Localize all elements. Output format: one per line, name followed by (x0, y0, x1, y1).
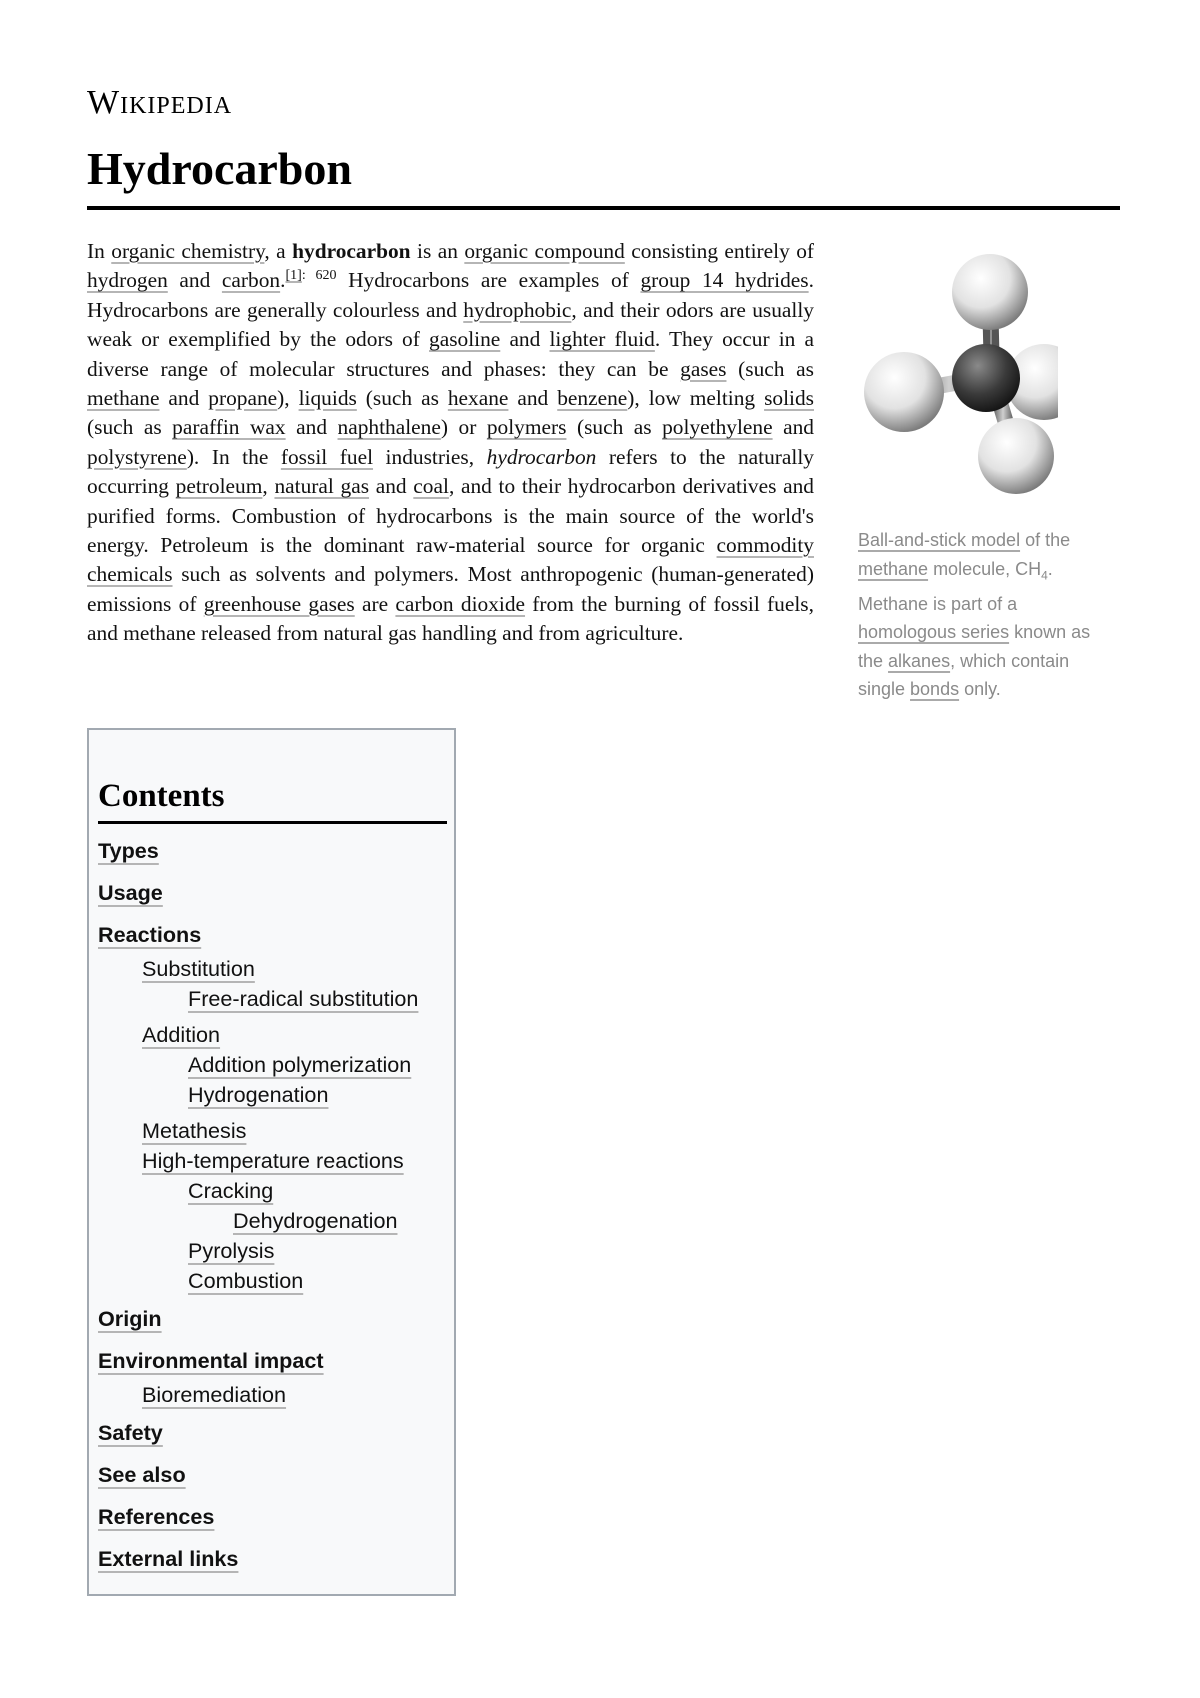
toc-item-dehydrogenation[interactable] (98, 1206, 447, 1236)
link-commodity-chemicals[interactable]: commodity chemicals (87, 533, 814, 587)
toc-item-label: Hydrogenation (188, 1082, 329, 1107)
text-run: , and to their hydrocarbon derivatives and purified forms. Combustion of hydrocarbons is the main source of the world's energy. Petroleum is the dominant raw-material source for organic (87, 474, 814, 558)
link-hydrogen[interactable]: hydrogen (87, 268, 168, 293)
link-polymers[interactable]: polymers (486, 415, 567, 440)
superscript (285, 268, 301, 283)
text-run: and (500, 327, 550, 352)
text-run: of the (1020, 530, 1071, 550)
text-run: refers to the naturally occurring (87, 444, 814, 499)
link-polystyrene[interactable]: polystyrene (87, 444, 187, 469)
toc-item-label: Reactions (98, 922, 202, 947)
text-run: , and their odors are usually weak or exemplified by the odors of (87, 297, 814, 352)
toc-item-label: Bioremediation (142, 1382, 287, 1407)
link-paraffin-wax[interactable]: paraffin wax (172, 415, 286, 440)
toc-item-cracking[interactable] (98, 1176, 447, 1206)
toc-item-metathesis[interactable] (98, 1116, 447, 1146)
text-run: from the burning of fossil fuels, and methane released from natural gas handling and from agriculture. (87, 591, 814, 646)
toc-item-pyrolysis[interactable] (98, 1236, 447, 1266)
toc-divider (98, 821, 447, 824)
link-gasoline[interactable]: gasoline (429, 327, 501, 352)
wikipedia-wordmark[interactable]: Wikipedia (87, 84, 233, 121)
text-run: only. (959, 679, 1001, 700)
text-run: is an (410, 239, 465, 263)
toc-item-substitution[interactable] (98, 954, 447, 984)
text-run: molecule, CH (928, 558, 1042, 579)
link-coal[interactable]: coal (413, 474, 449, 499)
toc-item-label: High-temperature reactions (142, 1148, 404, 1173)
toc-item-label: Metathesis (142, 1118, 247, 1143)
toc-item-label: Combustion (188, 1268, 304, 1293)
page-title: Hydrocarbon (87, 143, 352, 194)
link-methane[interactable]: methane (858, 558, 929, 579)
superscript (302, 268, 337, 283)
link-1[interactable]: [1] (285, 268, 302, 284)
toc-item-label: Safety (98, 1420, 163, 1445)
toc-item-label: Usage (98, 880, 163, 905)
toc-item-label: Pyrolysis (188, 1238, 275, 1263)
text-run: and (369, 474, 414, 499)
title-divider (87, 206, 1120, 210)
subscript (1041, 568, 1048, 582)
text-run: ). In the (186, 444, 281, 469)
text-run: , a (264, 239, 293, 263)
toc-item-label: See also (98, 1462, 186, 1487)
table-of-contents (87, 728, 456, 1596)
text-run: (such as (726, 356, 814, 381)
link-solids[interactable]: solids (764, 386, 814, 411)
text-run: . Hydrocarbons are generally colourless and (87, 268, 814, 322)
text-run: (such as (566, 415, 663, 440)
link-organic-chemistry[interactable]: organic chemistry (111, 239, 265, 263)
toc-title: Contents (98, 778, 225, 814)
text-run: (such as (356, 386, 448, 411)
toc-item-label: References (98, 1504, 215, 1529)
text-run: , which contain single (858, 650, 1070, 700)
toc-item-high-temperature-reactions[interactable] (98, 1146, 447, 1176)
link-naphthalene[interactable]: naphthalene (337, 415, 441, 440)
toc-item-external-links[interactable] (98, 1540, 447, 1578)
toc-item-origin[interactable] (98, 1300, 447, 1338)
text-run: consisting entirely of (624, 239, 815, 263)
toc-item-reactions[interactable] (98, 916, 447, 954)
toc-item-label: Origin (98, 1306, 162, 1331)
text-run: and (508, 386, 558, 411)
toc-item-hydrogenation[interactable] (98, 1080, 447, 1110)
text-run: ), (277, 386, 299, 411)
toc-item-types[interactable] (98, 832, 447, 870)
bold-term: hydrocarbon (292, 239, 411, 263)
text-run: and (285, 415, 338, 440)
italic-term: hydrocarbon (486, 444, 597, 469)
toc-item-label: Types (98, 838, 159, 863)
toc-item-bioremediation[interactable] (98, 1380, 447, 1410)
link-liquids[interactable]: liquids (298, 386, 357, 411)
text-run: and (772, 415, 814, 440)
lead-paragraph (87, 237, 814, 649)
toc-item-environmental-impact[interactable] (98, 1342, 447, 1380)
link-methane[interactable]: methane (87, 386, 160, 411)
text-run: . They occur in a diverse range of molecular structures and phases: they can be (87, 327, 814, 381)
link-hydrophobic[interactable]: hydrophobic (463, 297, 572, 322)
text-run: . Methane is part of a (858, 558, 1053, 614)
link-gases[interactable]: gases (680, 356, 727, 381)
toc-item-label: Substitution (142, 956, 255, 981)
link-natural-gas[interactable]: natural gas (274, 474, 370, 499)
link-ball-and-stick-model[interactable]: Ball-and-stick model (858, 530, 1021, 550)
text-run: (such as (87, 415, 173, 440)
toc-item-usage[interactable] (98, 874, 447, 912)
toc-item-free-radical-substitution[interactable] (98, 984, 447, 1014)
text-run: and (159, 386, 209, 411)
link-lighter-fluid[interactable]: lighter fluid (549, 327, 655, 352)
toc-item-label: Dehydrogenation (233, 1208, 398, 1233)
text-run: industries, (373, 444, 487, 469)
text-run: ), low melting (627, 386, 765, 411)
text-run: ) or (440, 415, 487, 440)
text-run: : 620 (301, 268, 337, 284)
hydrogen-atom-left (864, 352, 944, 432)
link-hexane[interactable]: hexane (447, 386, 509, 411)
link-bonds[interactable]: bonds (910, 679, 960, 700)
figure-caption (858, 526, 1120, 704)
carbon-atom (952, 344, 1020, 412)
methane-ball-and-stick-image[interactable] (858, 250, 1058, 510)
toc-item-addition[interactable] (98, 1020, 447, 1050)
text-run: known as the (858, 622, 1091, 671)
hydrogen-atom-top (952, 254, 1028, 330)
text-run: and (167, 268, 222, 293)
toc-item-label: Cracking (188, 1178, 274, 1203)
text-run: are (354, 591, 396, 616)
text-run: . (280, 268, 286, 293)
toc-item-safety[interactable] (98, 1414, 447, 1452)
infobox-figure (858, 250, 1120, 704)
toc-item-combustion[interactable] (98, 1266, 447, 1296)
link-polyethylene[interactable]: polyethylene (662, 415, 773, 440)
link-organic-compound[interactable]: organic compound (464, 239, 625, 263)
toc-item-label: Addition (142, 1022, 221, 1047)
link-fossil-fuel[interactable]: fossil fuel (280, 444, 374, 469)
toc-item-see-also[interactable] (98, 1456, 447, 1494)
text-run: In (87, 239, 112, 263)
toc-item-addition-polymerization[interactable] (98, 1050, 447, 1080)
link-benzene[interactable]: benzene (557, 386, 628, 411)
toc-list (98, 832, 447, 1578)
link-propane[interactable]: propane (208, 386, 278, 411)
text-run: such as solvents and polymers. Most anthropogenic (human-generated) emissions of (87, 562, 814, 616)
link-alkanes[interactable]: alkanes (888, 650, 951, 671)
link-carbon[interactable]: carbon (221, 268, 281, 293)
toc-item-label: External links (98, 1546, 239, 1571)
link-homologous-series[interactable]: homologous series (858, 622, 1010, 643)
hydrogen-atom-bottom (978, 418, 1054, 494)
text-run: Hydrocarbons are examples of (336, 268, 641, 293)
toc-item-label: Addition polymerization (188, 1052, 412, 1077)
text-run: 4 (1041, 568, 1048, 583)
link-greenhouse-gases[interactable]: greenhouse gases (203, 591, 355, 616)
link-group-14-hydrides[interactable]: group 14 hydrides (640, 268, 809, 293)
toc-item-label: Free-radical substitution (188, 986, 419, 1011)
link-petroleum[interactable]: petroleum (175, 474, 263, 499)
toc-item-label: Environmental impact (98, 1348, 324, 1373)
link-carbon-dioxide[interactable]: carbon dioxide (395, 591, 526, 616)
text-run: , (262, 474, 275, 499)
toc-item-references[interactable] (98, 1498, 447, 1536)
